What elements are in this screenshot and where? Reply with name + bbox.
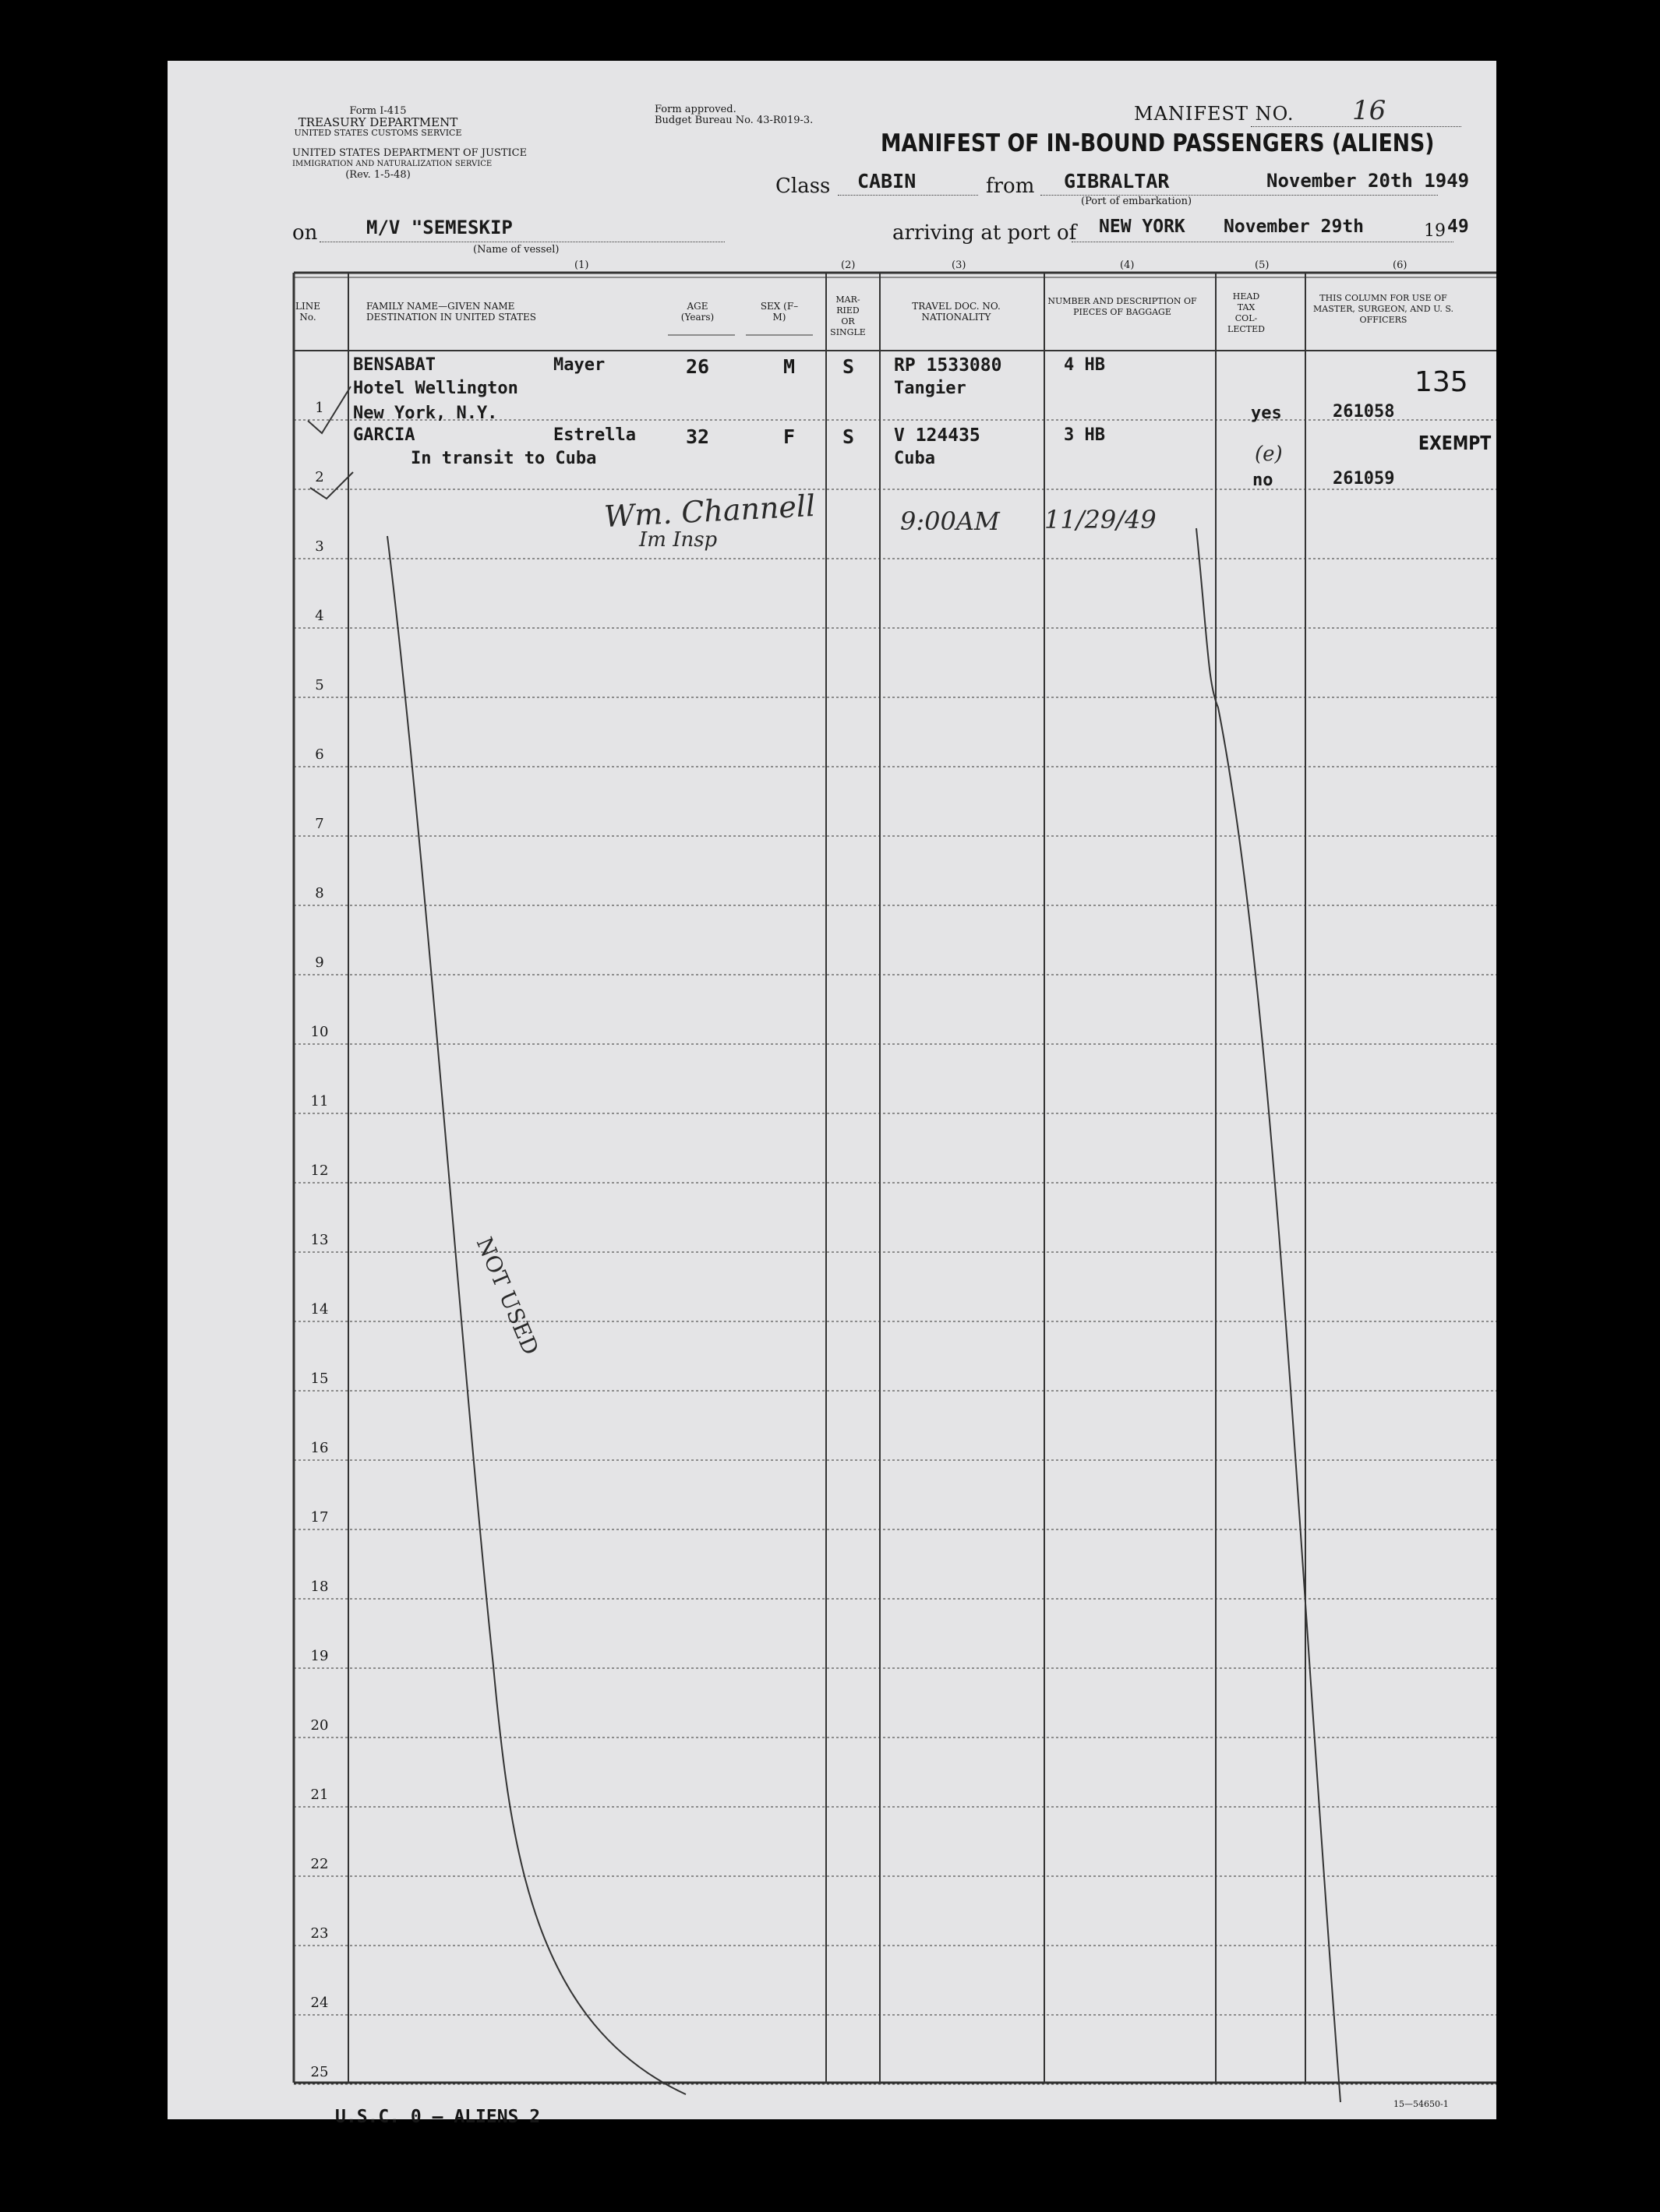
arrival-port: NEW YORK	[1099, 217, 1185, 237]
not-used-line-left	[387, 536, 686, 2094]
print-code: 15—54650-1	[1393, 2099, 1449, 2109]
not-used-line-right	[1196, 528, 1340, 2102]
passenger-2-doc: V 124435	[894, 425, 980, 446]
col-header-age: AGE (Years)	[680, 301, 715, 323]
treasury-label: TREASURY DEPARTMENT	[298, 115, 458, 129]
line-number: 18	[310, 1579, 329, 1595]
passenger-1-age: 26	[686, 355, 710, 378]
vessel-value: M/V "SEMESKIP	[366, 217, 513, 238]
passenger-2-given: Estrella	[553, 425, 636, 445]
line-number: 15	[310, 1371, 329, 1387]
passenger-2-age: 32	[686, 425, 710, 448]
passenger-1-given: Mayer	[553, 355, 606, 375]
arriving-label: arriving at port of	[892, 221, 1077, 245]
approved-label: Form approved.	[655, 104, 736, 115]
page-title: MANIFEST OF IN-BOUND PASSENGERS (ALIENS)	[881, 129, 1435, 157]
line-number: 20	[310, 1717, 329, 1734]
passenger-2-dest1: In transit to Cuba	[411, 449, 597, 468]
line-number: 23	[310, 1925, 329, 1942]
on-label: on	[292, 221, 318, 245]
passenger-2-tax: no	[1252, 471, 1273, 490]
manifest-no-value: 16	[1352, 95, 1386, 126]
inspection-time: 9:00AM	[900, 506, 1000, 536]
inspector-title: Im Insp	[639, 528, 718, 552]
col-header-name: FAMILY NAME—GIVEN NAME DESTINATION IN UNITED STATES	[366, 301, 536, 323]
col-number-1: (1)	[574, 259, 589, 271]
line-number: 5	[315, 677, 324, 693]
col-header-baggage: NUMBER AND DESCRIPTION OF PIECES OF BAGGAGE	[1047, 296, 1197, 317]
line-number: 8	[315, 885, 324, 901]
arrival-date: November 29th	[1224, 217, 1365, 237]
year-suffix: 49	[1447, 217, 1469, 237]
line-number: 3	[315, 538, 324, 555]
col-header-sex: SEX (F–M)	[760, 301, 799, 323]
line-number: 7	[315, 816, 324, 832]
budget-label: Budget Bureau No. 43-R019-3.	[655, 115, 814, 126]
col-header-tax: HEAD TAX COL-LECTED	[1227, 291, 1265, 334]
ins-label: IMMIGRATION AND NATURALIZATION SERVICE	[292, 160, 493, 168]
checkmark-2	[310, 472, 353, 499]
line-number: 10	[310, 1024, 329, 1040]
passenger-2-tax-note: (e)	[1255, 443, 1283, 466]
col-number-5: (5)	[1255, 259, 1270, 271]
revision-label: (Rev. 1-5-48)	[345, 169, 411, 181]
handwritten-marks	[168, 61, 1496, 2119]
line-number: 21	[310, 1787, 329, 1803]
passenger-1-tax: yes	[1251, 404, 1282, 423]
passenger-2-sex: F	[783, 425, 796, 448]
manifest-page	[168, 61, 1496, 2127]
passenger-1-family: BENSABAT	[353, 355, 436, 375]
justice-label: UNITED STATES DEPARTMENT OF JUSTICE	[292, 147, 528, 159]
line-number: 16	[310, 1440, 329, 1456]
footer-tally: U.S.C. 0 – ALIENS 2	[335, 2107, 541, 2127]
col-number-3: (3)	[952, 259, 966, 271]
inspector-signature: Wm. Channell	[603, 488, 817, 534]
departure-date: November 20th 1949	[1266, 170, 1470, 192]
line-number: 22	[310, 1856, 329, 1872]
passenger-1-doc: RP 1533080	[894, 355, 1002, 376]
passenger-2-officer-note: EXEMPT	[1418, 432, 1492, 454]
port-embarkation-note: (Port of embarkation)	[1081, 196, 1192, 207]
passenger-1-officer-num: 261058	[1333, 402, 1395, 422]
passenger-1-nationality: Tangier	[894, 379, 966, 398]
passenger-2-family: GARCIA	[353, 425, 415, 445]
passenger-1-dest2: New York, N.Y.	[353, 404, 498, 423]
passenger-2-baggage: 3 HB	[1064, 425, 1105, 445]
inspection-date: 11/29/49	[1044, 505, 1157, 534]
col-header-travel: TRAVEL DOC. NO. NATIONALITY	[912, 301, 1001, 323]
class-value: CABIN	[857, 170, 917, 192]
manifest-no-label: MANIFEST NO.	[1134, 103, 1294, 125]
form-number: Form I-415	[349, 105, 407, 117]
col-header-married: MAR-RIED OR SINGLE	[830, 295, 866, 337]
col-number-6: (6)	[1393, 259, 1407, 271]
line-number: 9	[315, 954, 324, 971]
passenger-1-dest1: Hotel Wellington	[353, 379, 518, 398]
year-prefix: 19	[1424, 221, 1446, 241]
passenger-2-officer-num: 261059	[1333, 469, 1395, 489]
line-number: 1	[315, 400, 324, 416]
col-header-line: LINE No.	[295, 301, 320, 323]
line-number: 12	[310, 1162, 329, 1179]
line-number: 13	[310, 1232, 329, 1248]
passenger-1-baggage: 4 HB	[1064, 355, 1105, 375]
col-number-2: (2)	[841, 259, 856, 271]
passenger-2-married: S	[842, 425, 855, 448]
line-number: 17	[310, 1509, 329, 1526]
passenger-2-nationality: Cuba	[894, 449, 935, 468]
passenger-1-married: S	[842, 355, 855, 378]
line-number: 6	[315, 746, 324, 763]
line-number: 14	[310, 1301, 329, 1318]
line-number: 4	[315, 608, 324, 624]
line-number: 24	[310, 1995, 329, 2011]
class-label: Class	[775, 175, 831, 198]
customs-label: UNITED STATES CUSTOMS SERVICE	[294, 128, 462, 138]
from-label: from	[986, 175, 1035, 198]
line-number: 19	[310, 1648, 329, 1664]
col-number-4: (4)	[1120, 259, 1135, 271]
line-number: 25	[310, 2064, 329, 2080]
line-number: 11	[310, 1093, 329, 1110]
passenger-1-officer-note: 135	[1415, 366, 1468, 398]
not-used-note: NOT USED	[471, 1233, 544, 1359]
passenger-1-sex: M	[783, 355, 796, 378]
checkmark-1	[308, 386, 351, 433]
col-header-officers: THIS COLUMN FOR USE OF MASTER, SURGEON, AND U. S. OFFICERS	[1312, 293, 1453, 325]
line-number: 2	[315, 469, 324, 485]
from-value: GIBRALTAR	[1064, 170, 1170, 192]
vessel-note: (Name of vessel)	[473, 244, 560, 256]
